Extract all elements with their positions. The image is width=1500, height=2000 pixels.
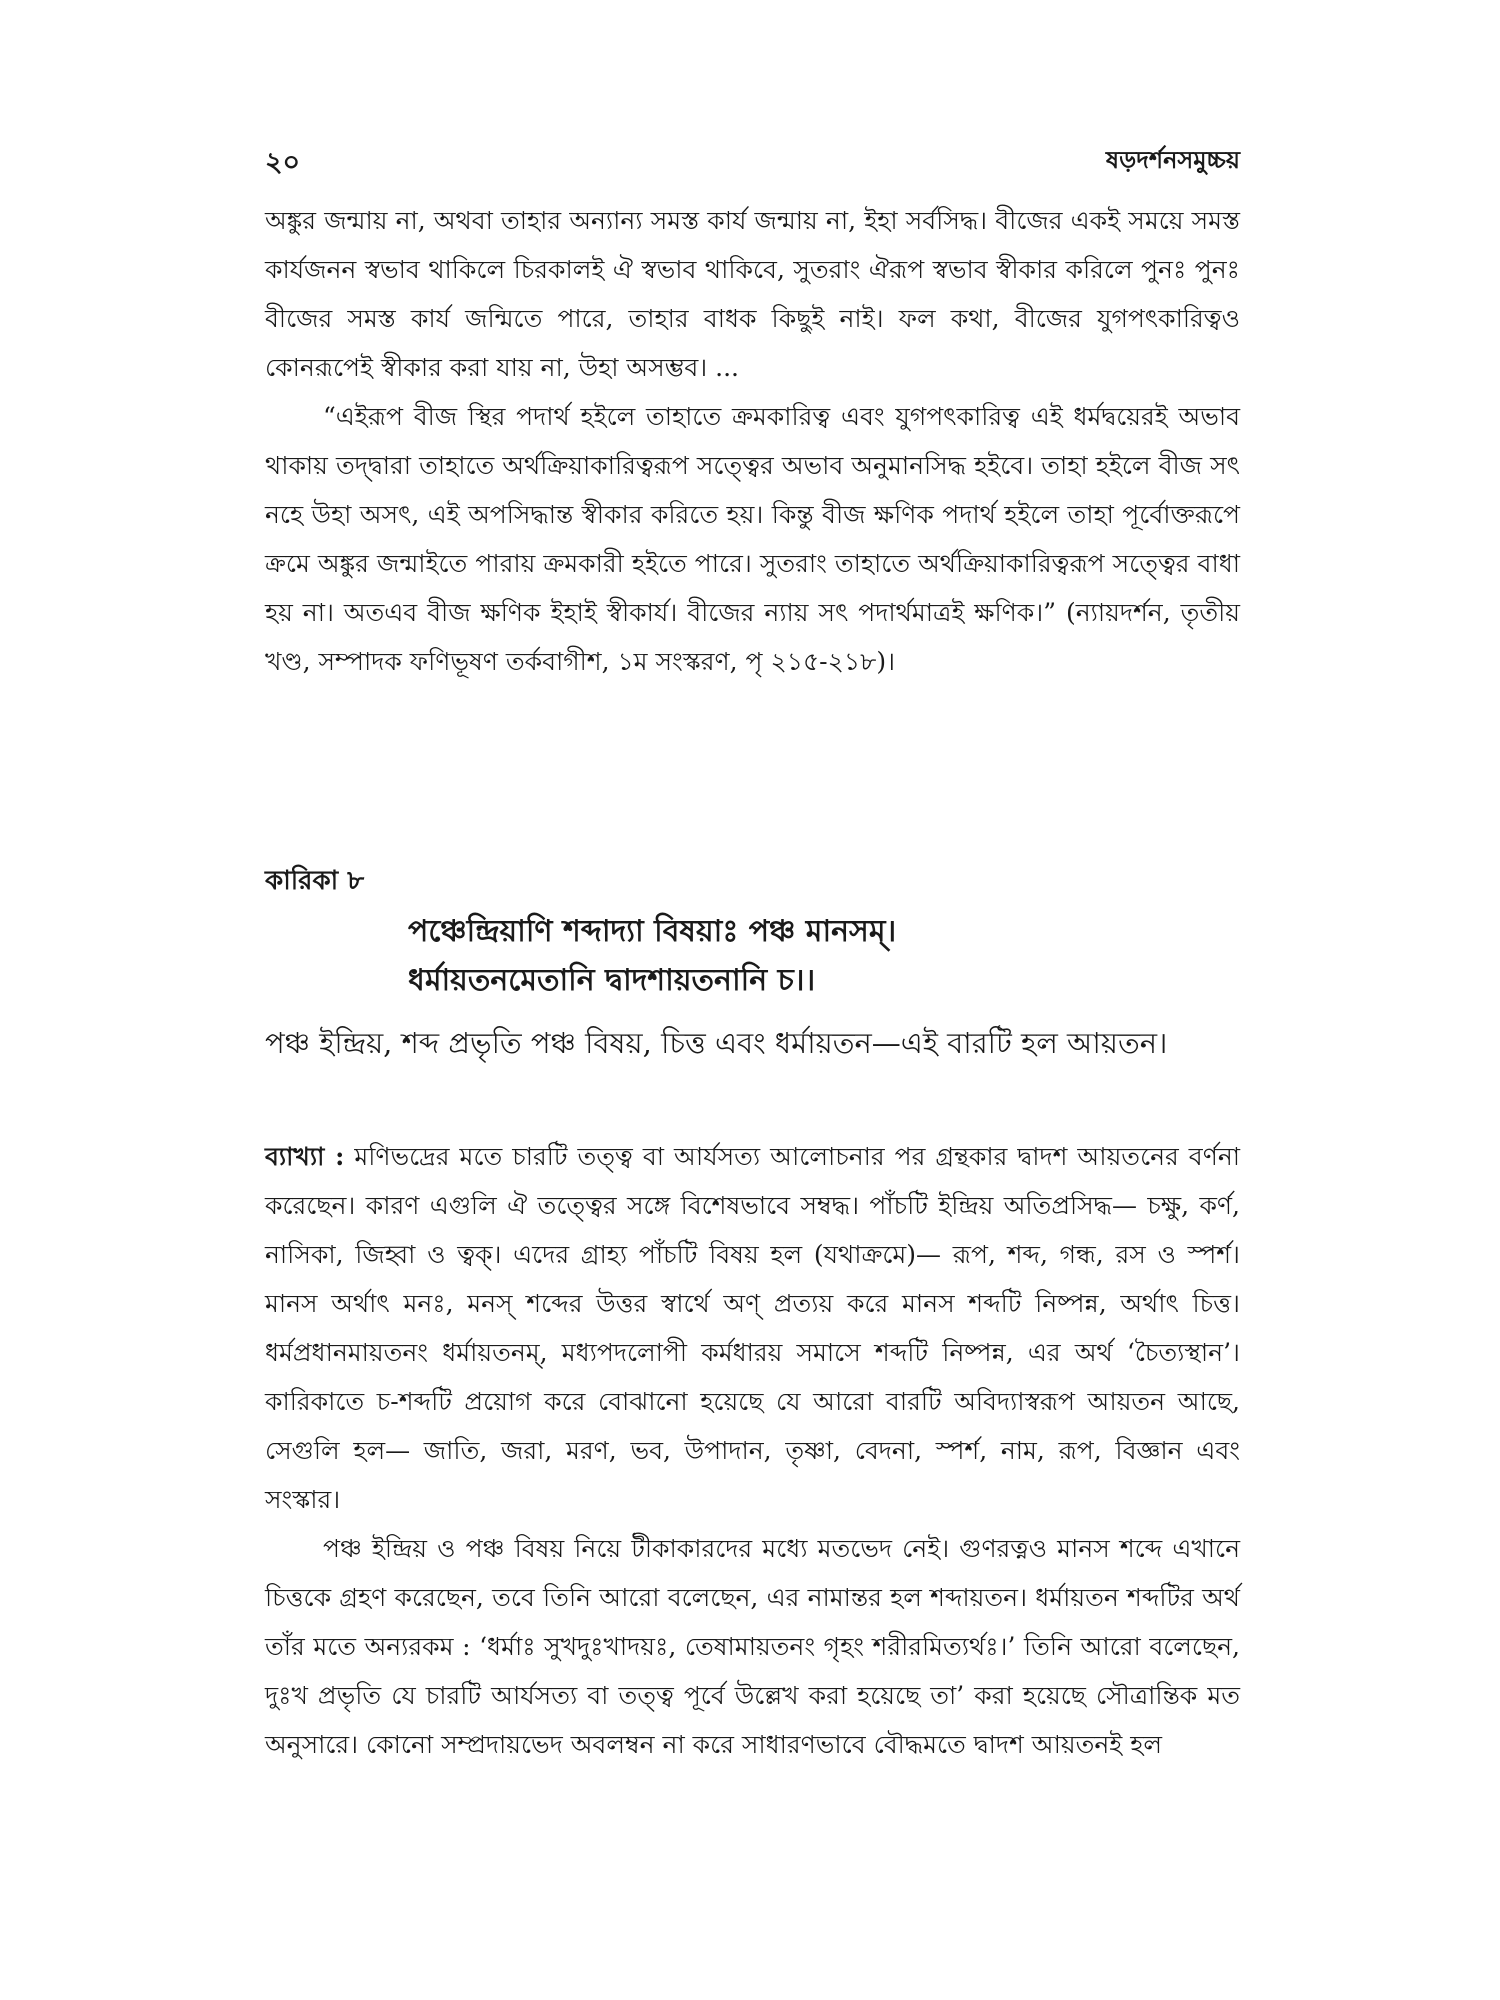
page-number: ২০ — [265, 147, 301, 178]
verse-line-1: পঞ্চেন্দ্রিয়াণি শব্দাদ্যা বিষয়াঃ পঞ্চ মানসম্। — [408, 914, 897, 949]
paragraph-quotation: “এইরূপ বীজ স্থির পদার্থ হইলে তাহাতে ক্রমকারিত্ব এবং যুগপৎকারিত্ব এই ধর্মদ্বয়েরই অভাব থাকায় তদ্দ্বারা তাহাতে অর্থক্রিয়াকারিত্বরূপ সত্ত্বের অভাব অনুমানসিদ্ধ হইবে। তাহা হইলে বীজ সৎ নহে উহা অসৎ, এই অপসিদ্ধান্ত স্বীকার করিতে হয়। কিন্তু বীজ ক্ষণিক পদার্থ হইলে তাহা পূর্বোক্তরূপে ক্রমে অঙ্কুর জন্মাইতে পারায় ক্রমকারী হইতে পারে। সুতরাং তাহাতে অর্থক্রিয়াকারিত্বরূপ সত্ত্বের বাধা হয় না। অতএব বীজ ক্ষণিক ইহাই স্বীকার্য। বীজের ন্যায় সৎ পদার্থমাত্রই ক্ষণিক।” (ন্যায়দর্শন, তৃতীয় খণ্ড, সম্পাদক ফণিভূষণ তর্কবাগীশ, ১ম সংস্করণ, পৃ ২১৫-২১৮)। — [265, 402, 1240, 676]
paragraph-continuation: অঙ্কুর জন্মায় না, অথবা তাহার অন্যান্য সমস্ত কার্য জন্মায় না, ইহা সর্বসিদ্ধ। বীজের একই সময়ে সমস্ত কার্যজনন স্বভাব থাকিলে চিরকালই ঐ স্বভাব থাকিবে, সুতরাং ঐরূপ স্বভাব স্বীকার করিলে পুনঃ পুনঃ বীজের সমস্ত কার্য জন্মিতে পারে, তাহার বাধক কিছুই নাই। ফল কথা, বীজের যুগপৎকারিত্বও কোনরূপেই স্বীকার করা যায় না, উহা অসম্ভব। ... — [265, 206, 1240, 382]
running-title: ষড়দর্শনসমুচ্চয় — [1105, 145, 1240, 174]
page-header — [265, 142, 1240, 182]
karika-label: কারিকা ৮ — [265, 866, 365, 896]
explanation-paragraph — [265, 1132, 1240, 1524]
verse-line-2: ধর্মায়তনমেতানি দ্বাদশায়তনানি চ।। — [408, 963, 816, 998]
explanation-label: ব্যাখ্যা : — [265, 1142, 345, 1171]
top-text-block — [265, 196, 1240, 686]
explanation-block — [265, 1132, 1240, 1769]
explanation-paragraph-2: পঞ্চ ইন্দ্রিয় ও পঞ্চ বিষয় নিয়ে টীকাকারদের মধ্যে মতভেদ নেই। গুণরত্নও মানস শব্দে এখানে চিত্তকে গ্রহণ করেছেন, তবে তিনি আরো বলেছেন, এর নামান্তর হল শব্দায়তন। ধর্মায়তন শব্দটির অর্থ তাঁর মতে অন্যরকম : ‘ধর্মাঃ সুখদুঃখাদয়ঃ, তেষামায়তনং গৃহং শরীরমিত্যর্থঃ।’ তিনি আরো বলেছেন, দুঃখ প্রভৃতি যে চারটি আর্যসত্য বা তত্ত্ব পূর্বে উল্লেখ করা হয়েছে তা’ করা হয়েছে সৌত্রান্তিক মত অনুসারে। কোনো সম্প্রদায়ভেদ অবলম্বন না করে সাধারণভাবে বৌদ্ধমতে দ্বাদশ আয়তনই হল — [265, 1534, 1240, 1759]
explanation-text: মণিভদ্রের মতে চারটি তত্ত্ব বা আর্যসত্য আলোচনার পর গ্রন্থকার দ্বাদশ আয়তনের বর্ণনা করেছেন। কারণ এগুলি ঐ তত্ত্বের সঙ্গে বিশেষভাবে সম্বদ্ধ। পাঁচটি ইন্দ্রিয় অতিপ্রসিদ্ধ— চক্ষু, কর্ণ, নাসিকা, জিহ্বা ও ত্বক্। এদের গ্রাহ্য পাঁচটি বিষয় হল (যথাক্রমে)— রূপ, শব্দ, গন্ধ, রস ও স্পর্শ। মানস অর্থাৎ মনঃ, মনস্ শব্দের উত্তর স্বার্থে অণ্ প্রত্যয় করে মানস শব্দটি নিষ্পন্ন, অর্থাৎ চিত্ত। ধর্মপ্রধানমায়তনং ধর্মায়তনম্, মধ্যপদলোপী কর্মধারয় সমাসে শব্দটি নিষ্পন্ন, এর অর্থ ‘চৈত্যস্থান’। কারিকাতে চ-শব্দটি প্রয়োগ করে বোঝানো হয়েছে যে আরো বারটি অবিদ্যাস্বরূপ আয়তন আছে, সেগুলি হল— জাতি, জরা, মরণ, ভব, উপাদান, তৃষ্ণা, বেদনা, স্পর্শ, নাম, রূপ, বিজ্ঞান এবং সংস্কার। — [265, 1142, 1241, 1514]
verse-translation: পঞ্চ ইন্দ্রিয়, শব্দ প্রভৃতি পঞ্চ বিষয়, চিত্ত এবং ধর্মায়তন—এই বারটি হল আয়তন। — [265, 1026, 1168, 1060]
